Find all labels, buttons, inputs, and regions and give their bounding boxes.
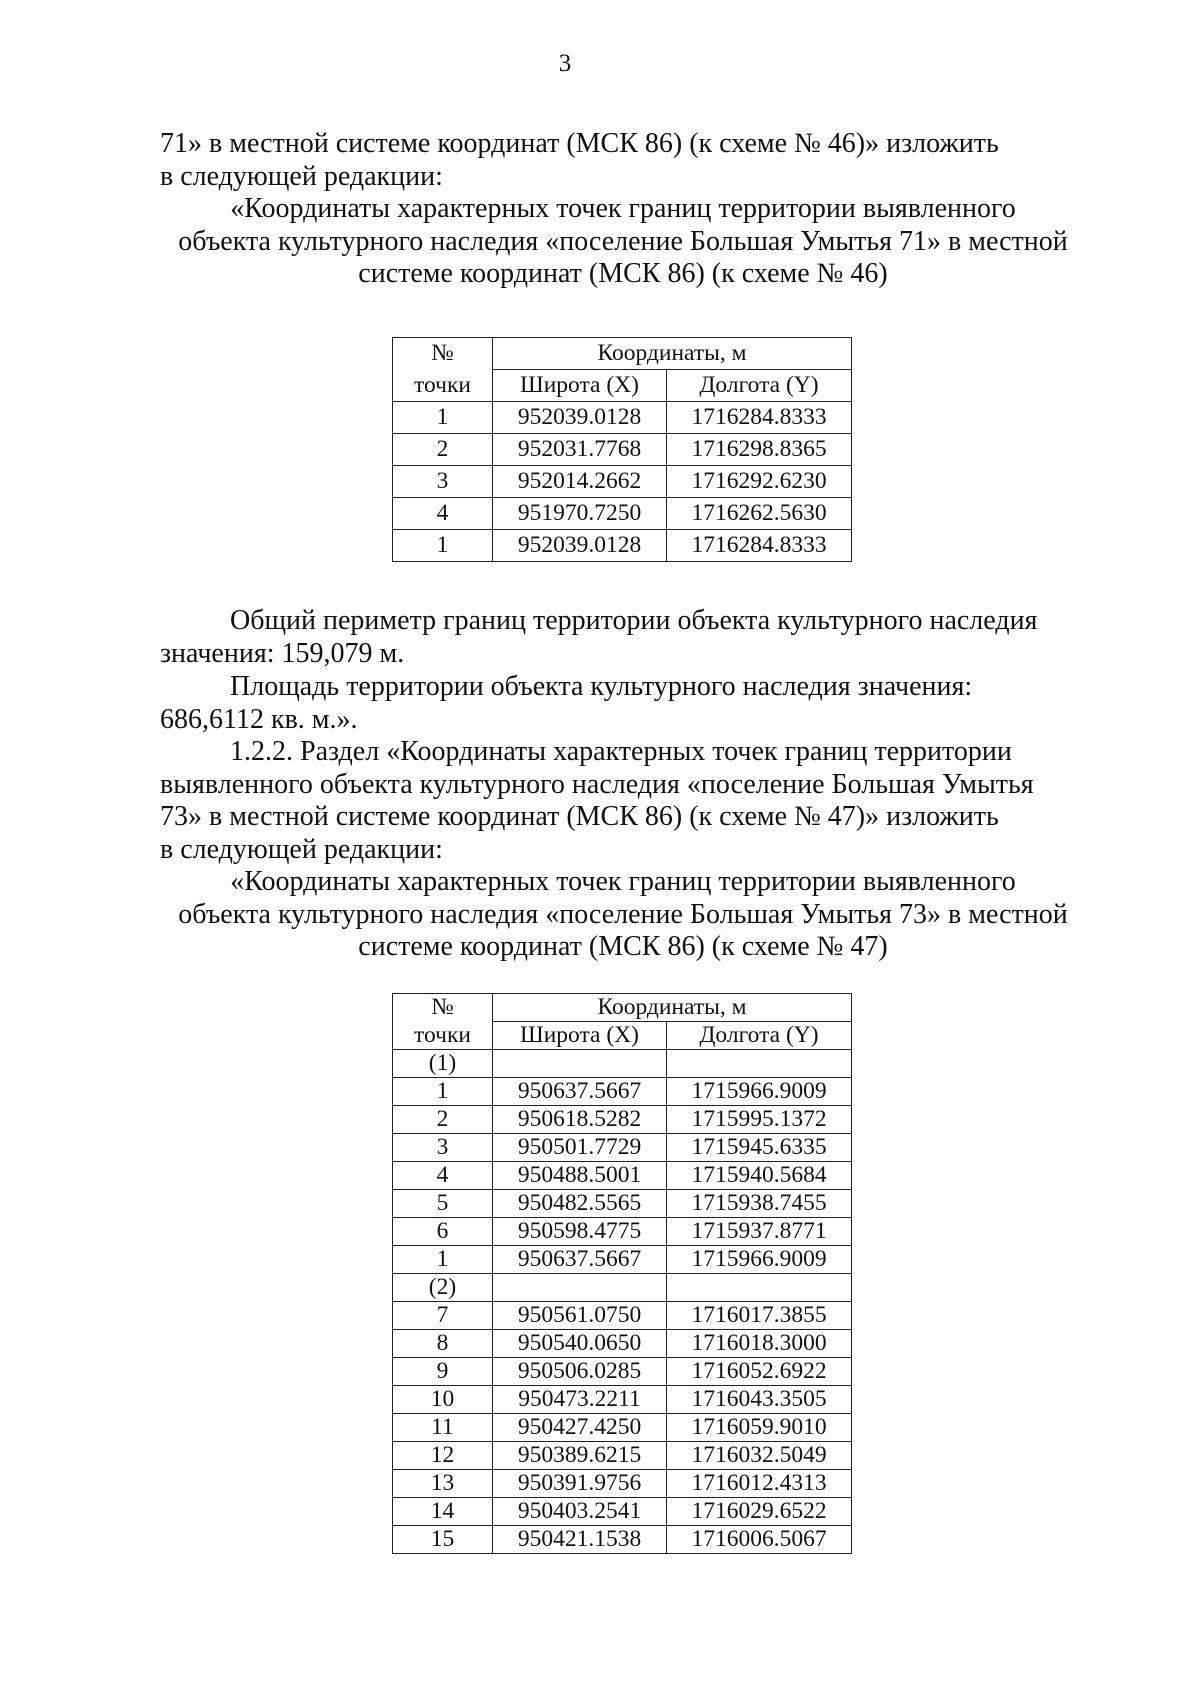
point-number-cell: 12: [393, 1442, 493, 1470]
table-row: [393, 1190, 852, 1218]
longitude-cell: 1716018.3000: [667, 1330, 852, 1358]
point-number-cell: 10: [393, 1386, 493, 1414]
header-longitude: Долгота (Y): [667, 1022, 852, 1050]
point-number-cell: 1: [393, 1246, 493, 1274]
coordinates-table-47: [392, 993, 852, 1554]
longitude-cell: 1716262.5630: [667, 498, 852, 530]
heading-line: объекта культурного наследия «поселение Большая Умытья 71» в местной: [178, 225, 1068, 257]
point-number-cell: 15: [393, 1526, 493, 1554]
perimeter-paragraph: [160, 605, 1086, 670]
latitude-cell: [493, 1050, 667, 1078]
latitude-cell: 950391.9756: [493, 1470, 667, 1498]
table-row: [393, 466, 852, 498]
section-paragraph: [160, 736, 1086, 866]
longitude-cell: 1715966.9009: [667, 1246, 852, 1274]
table-body: [393, 402, 852, 562]
latitude-cell: [493, 1274, 667, 1302]
point-number-cell: 13: [393, 1470, 493, 1498]
header-longitude: Долгота (Y): [667, 370, 852, 402]
table-row: [393, 1302, 852, 1330]
area-line: 686,6112 кв. м.».: [160, 703, 358, 735]
longitude-cell: 1716052.6922: [667, 1358, 852, 1386]
latitude-cell: 950618.5282: [493, 1106, 667, 1134]
table-row: [393, 1414, 852, 1442]
latitude-cell: 950473.2211: [493, 1386, 667, 1414]
longitude-cell: 1716059.9010: [667, 1414, 852, 1442]
longitude-cell: 1716043.3505: [667, 1386, 852, 1414]
longitude-cell: 1716284.8333: [667, 402, 852, 434]
latitude-cell: 950540.0650: [493, 1330, 667, 1358]
longitude-cell: 1716292.6230: [667, 466, 852, 498]
longitude-cell: 1716006.5067: [667, 1526, 852, 1554]
point-number-cell: (1): [393, 1050, 493, 1078]
section-line: выявленного объекта культурного наследия «поселение Большая Умытья: [160, 768, 1034, 800]
point-number-cell: 1: [393, 402, 493, 434]
longitude-cell: 1716029.6522: [667, 1498, 852, 1526]
point-number-cell: 2: [393, 434, 493, 466]
coordinates-table-46: [392, 337, 852, 562]
table-row: [393, 1498, 852, 1526]
table2-heading: [160, 866, 1086, 964]
latitude-cell: 951970.7250: [493, 498, 667, 530]
point-number-cell: 3: [393, 466, 493, 498]
longitude-cell: [667, 1050, 852, 1078]
heading-line: объекта культурного наследия «поселение Большая Умытья 73» в местной: [178, 898, 1068, 930]
longitude-cell: 1716012.4313: [667, 1470, 852, 1498]
table-row: [393, 1386, 852, 1414]
table-row: [393, 1050, 852, 1078]
intro-line: в следующей редакции:: [160, 160, 443, 192]
header-number: №: [393, 994, 493, 1022]
latitude-cell: 950389.6215: [493, 1442, 667, 1470]
point-number-cell: 7: [393, 1302, 493, 1330]
point-number-cell: 1: [393, 530, 493, 562]
table-row: [393, 434, 852, 466]
table-row: [393, 402, 852, 434]
latitude-cell: 950501.7729: [493, 1134, 667, 1162]
longitude-cell: 1716298.8365: [667, 434, 852, 466]
table-row: [393, 1470, 852, 1498]
table-row: [393, 530, 852, 562]
header-coordinates: Координаты, м: [493, 338, 852, 370]
latitude-cell: 950421.1538: [493, 1526, 667, 1554]
section-line: 1.2.2. Раздел «Координаты характерных точек границ территории: [230, 736, 1012, 767]
header-latitude: Широта (X): [493, 370, 667, 402]
heading-line: системе координат (МСК 86) (к схеме № 47): [358, 931, 888, 962]
intro-line: 71» в местной системе координат (МСК 86) (к схеме № 46)» изложить: [160, 128, 999, 159]
latitude-cell: 952031.7768: [493, 434, 667, 466]
header-point: точки: [393, 370, 493, 402]
longitude-cell: 1715937.8771: [667, 1218, 852, 1246]
table-row: [393, 1078, 852, 1106]
longitude-cell: 1715966.9009: [667, 1078, 852, 1106]
header-latitude: Широта (X): [493, 1022, 667, 1050]
section-line: в следующей редакции:: [160, 833, 443, 865]
longitude-cell: 1716017.3855: [667, 1302, 852, 1330]
table-row: [393, 1358, 852, 1386]
longitude-cell: [667, 1274, 852, 1302]
table-row: [393, 1134, 852, 1162]
latitude-cell: 950561.0750: [493, 1302, 667, 1330]
latitude-cell: 950506.0285: [493, 1358, 667, 1386]
section-line: 73» в местной системе координат (МСК 86) (к схеме № 47)» изложить: [160, 801, 999, 832]
heading-line: системе координат (МСК 86) (к схеме № 46): [358, 258, 888, 289]
intro-paragraph: [160, 128, 1086, 193]
latitude-cell: 950598.4775: [493, 1218, 667, 1246]
point-number-cell: 1: [393, 1078, 493, 1106]
table-row: [393, 1106, 852, 1134]
point-number-cell: 14: [393, 1498, 493, 1526]
perimeter-line: Общий периметр границ территории объекта культурного наследия: [230, 605, 1038, 636]
perimeter-line: значения: 159,079 м.: [160, 637, 405, 669]
latitude-cell: 950427.4250: [493, 1414, 667, 1442]
latitude-cell: 950637.5667: [493, 1246, 667, 1274]
latitude-cell: 952014.2662: [493, 466, 667, 498]
longitude-cell: 1715995.1372: [667, 1106, 852, 1134]
latitude-cell: 952039.0128: [493, 402, 667, 434]
longitude-cell: 1716284.8333: [667, 530, 852, 562]
latitude-cell: 950403.2541: [493, 1498, 667, 1526]
header-point: точки: [393, 1022, 493, 1050]
header-coordinates: Координаты, м: [493, 994, 852, 1022]
point-number-cell: 4: [393, 498, 493, 530]
table-row: [393, 1162, 852, 1190]
table-row: [393, 1442, 852, 1470]
header-number: №: [393, 338, 493, 370]
point-number-cell: 8: [393, 1330, 493, 1358]
table-row: [393, 1246, 852, 1274]
latitude-cell: 950488.5001: [493, 1162, 667, 1190]
latitude-cell: 950637.5667: [493, 1078, 667, 1106]
longitude-cell: 1716032.5049: [667, 1442, 852, 1470]
latitude-cell: 952039.0128: [493, 530, 667, 562]
point-number-cell: (2): [393, 1274, 493, 1302]
table-row: [393, 1526, 852, 1554]
longitude-cell: 1715940.5684: [667, 1162, 852, 1190]
table1-heading: [160, 193, 1086, 291]
point-number-cell: 5: [393, 1190, 493, 1218]
area-line: Площадь территории объекта культурного наследия значения:: [230, 671, 973, 702]
table-row: [393, 1274, 852, 1302]
area-paragraph: [160, 671, 1086, 736]
point-number-cell: 4: [393, 1162, 493, 1190]
table-body: [393, 1050, 852, 1554]
heading-line: «Координаты характерных точек границ территории выявленного: [230, 193, 1016, 224]
table-row: [393, 1330, 852, 1358]
table-row: [393, 498, 852, 530]
point-number-cell: 9: [393, 1358, 493, 1386]
point-number-cell: 2: [393, 1106, 493, 1134]
point-number-cell: 6: [393, 1218, 493, 1246]
table-row: [393, 1218, 852, 1246]
longitude-cell: 1715945.6335: [667, 1134, 852, 1162]
longitude-cell: 1715938.7455: [667, 1190, 852, 1218]
point-number-cell: 11: [393, 1414, 493, 1442]
point-number-cell: 3: [393, 1134, 493, 1162]
latitude-cell: 950482.5565: [493, 1190, 667, 1218]
heading-line: «Координаты характерных точек границ территории выявленного: [230, 866, 1016, 897]
page-number: 3: [558, 50, 572, 77]
